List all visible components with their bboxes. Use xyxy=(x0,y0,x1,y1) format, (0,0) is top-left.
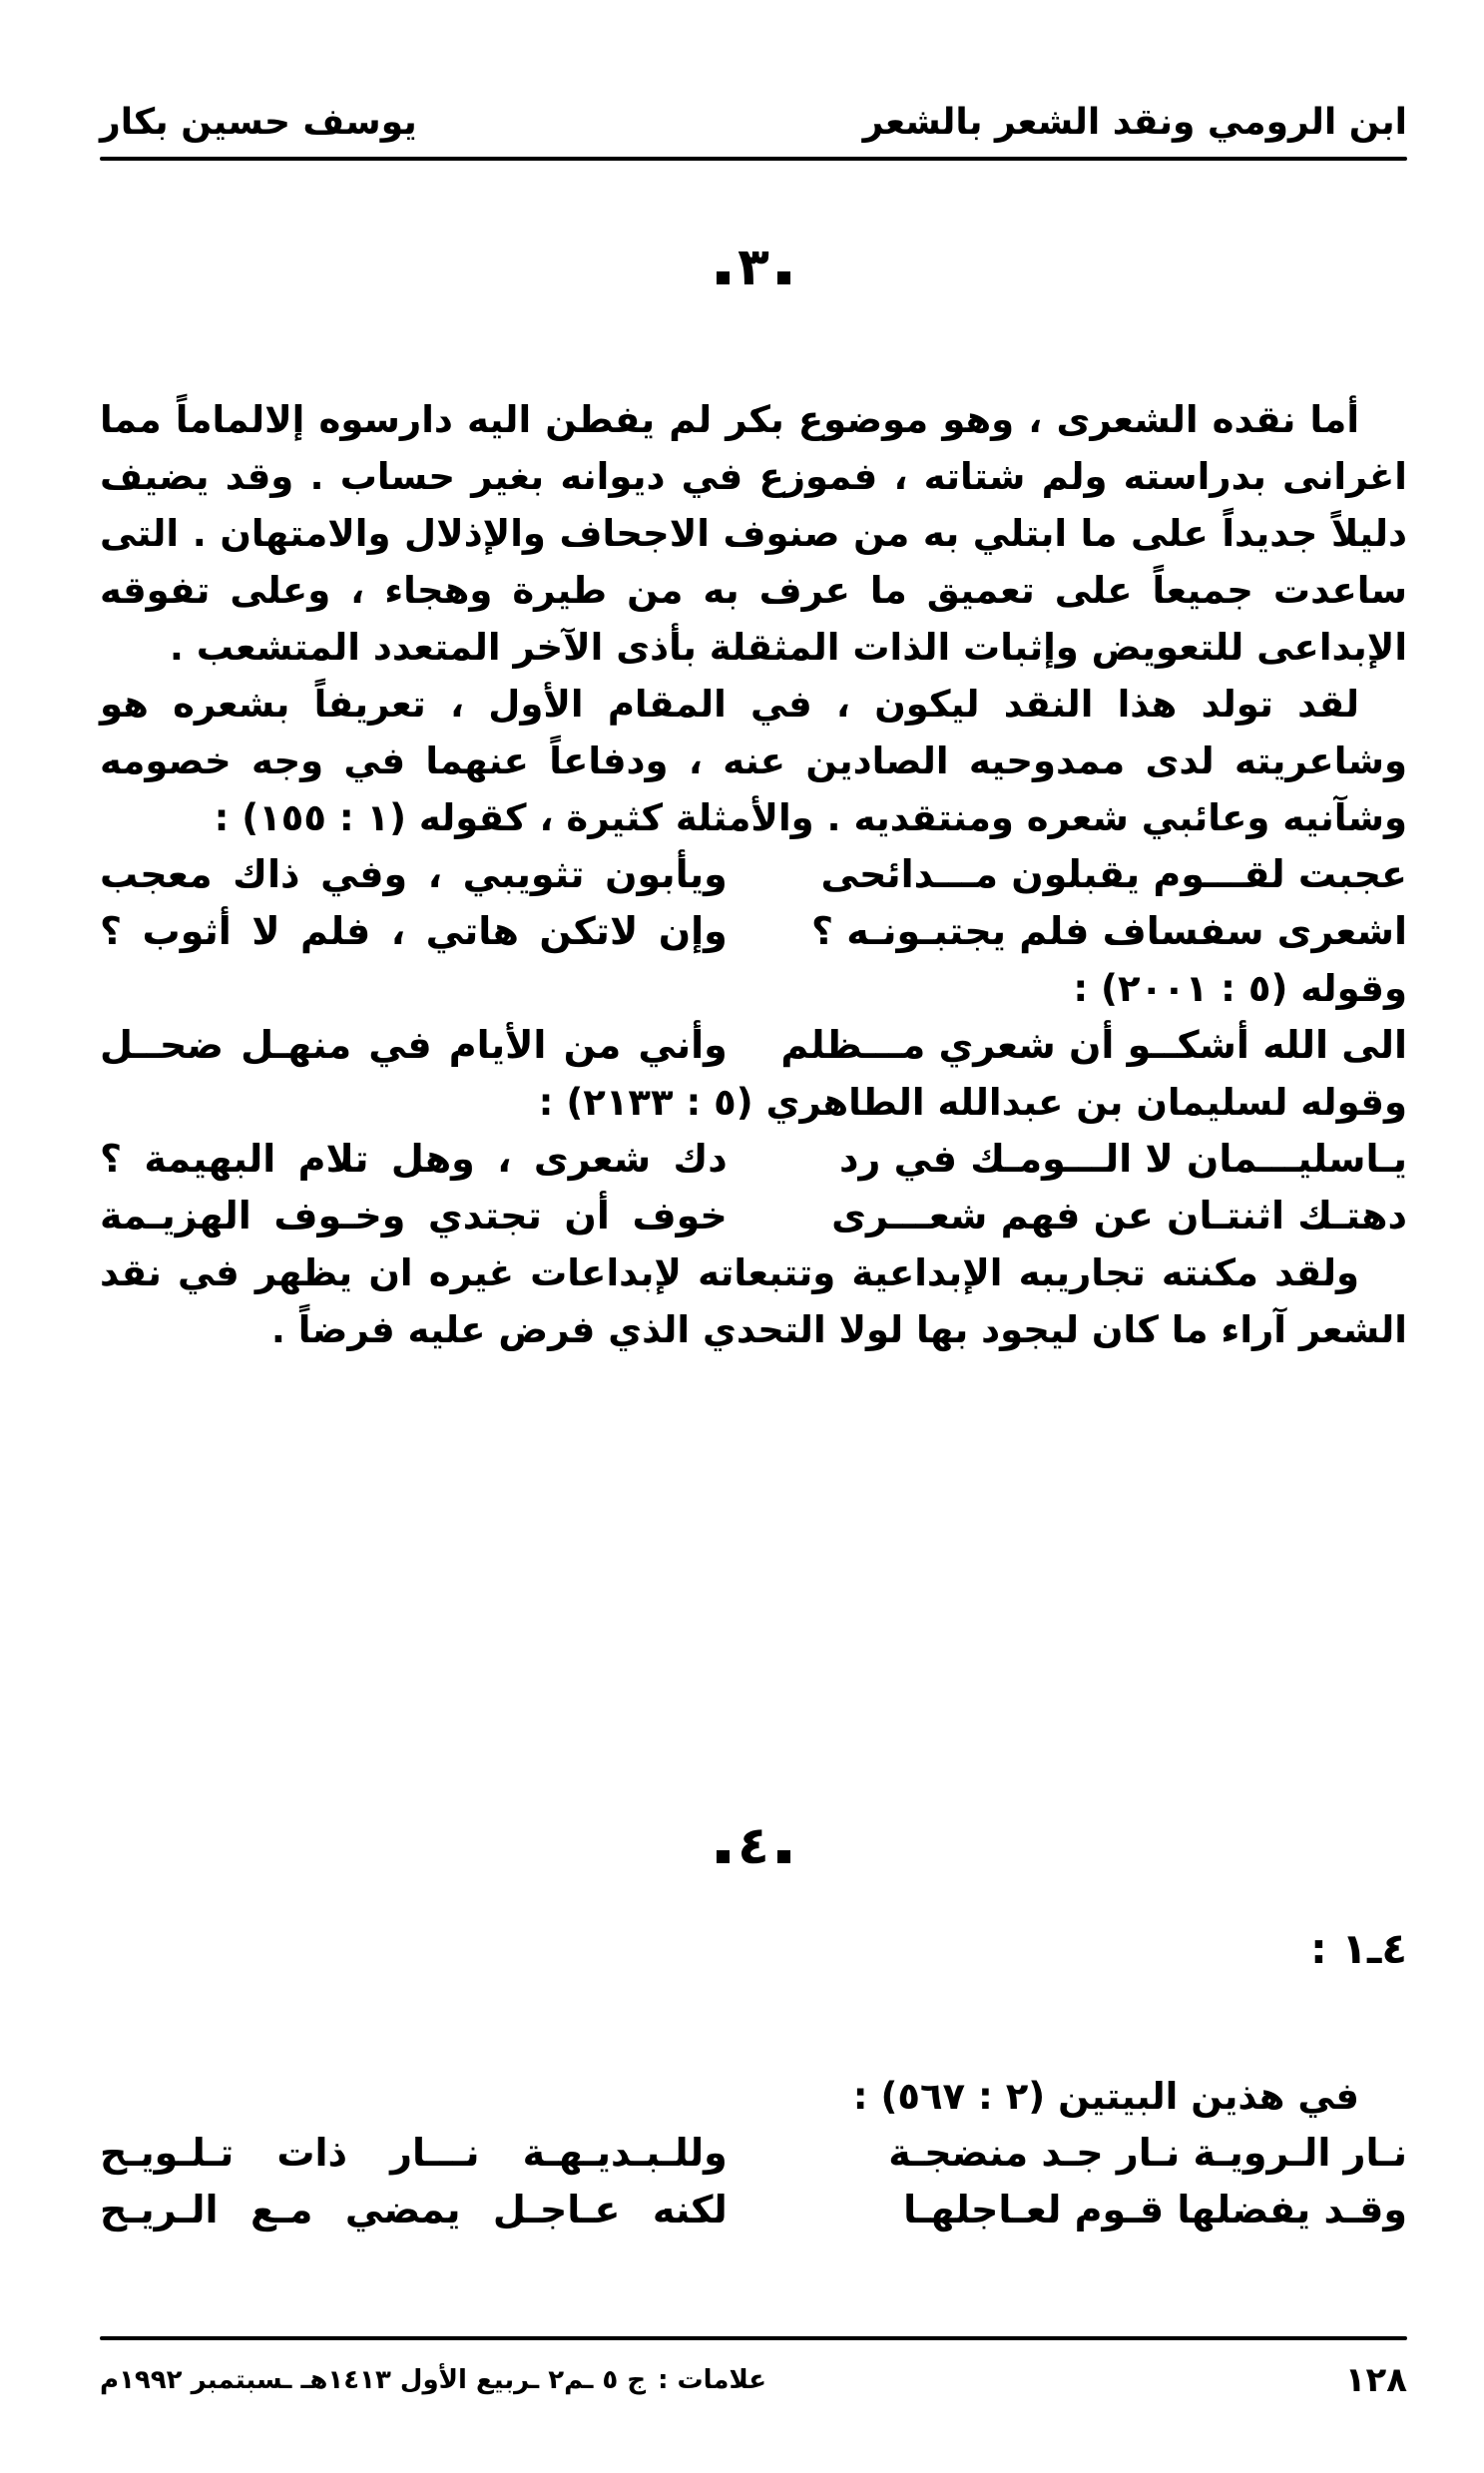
section-4-heading: ٤ xyxy=(100,1816,1407,1876)
square-bullet-icon xyxy=(777,271,790,284)
verse-second-hemistich: لكنه عـاجـل يمضي مـع الـريـح xyxy=(100,2188,728,2231)
verse-intro: في هذين البيتين (٢ : ٥٦٧) : xyxy=(852,2075,1359,2118)
verse-block xyxy=(100,846,1407,960)
section-3-heading: ٣ xyxy=(100,238,1407,297)
verse-intro: وقوله (٥ : ٢٠٠١) : xyxy=(1073,967,1407,1010)
paragraph: أما نقده الشعرى ، وهو موضوع بكر لم يفطن اليه دارسوه إلالماماً مما اغرانى بدراسته ولم شتاته ، فموزع في ديوانه بغير حساب . وقد يضيف دليلاً جديداً على ما ابتلي به من صنوف الاجحاف والإذلال والامتهان . التى ساعدت جميعاً على تعميق ما عرف به من طيرة وهجاء ، وعلى تفوقه الإبداعى للتعويض وإثبات الذات المثقلة بأذى الآخر المتعدد المتشعب . xyxy=(100,398,1407,669)
verse-second-hemistich: وأني من الأيام في منهـل ضحــل xyxy=(100,1023,728,1067)
verse-second-hemistich: وللـبـديـهـة نـــار ذات تـلـويـح xyxy=(100,2131,728,2175)
paragraph: لقد تولد هذا النقد ليكون ، في المقام الأول ، تعريفاً بشعره هو وشاعريته لدى ممدوحيه الصادين عنه ، ودفاعاً عنهما في وجه خصومه وشآنيه وعائبي شعره ومنتقديه . والأمثلة كثيرة ، كقوله (١ : ١٥٥) : xyxy=(100,683,1407,839)
book-title: ابن الرومي ونقد الشعر بالشعر xyxy=(862,101,1407,143)
verse-line xyxy=(100,1017,1407,1074)
journal-label: علامات : xyxy=(658,2365,767,2395)
page-footer xyxy=(100,2355,1407,2405)
section-3-body xyxy=(100,391,1407,1358)
verse-second-hemistich: دك شعرى ، وهل تلام البهيمة ؟ xyxy=(100,1137,728,1181)
journal-issue: ج ٥ ـم٢ ـربيع الأول ١٤١٣هـ ـسبتمبر ١٩٩٢م xyxy=(100,2365,647,2395)
square-bullet-icon xyxy=(777,1850,790,1863)
footer-rule xyxy=(100,2336,1407,2340)
verse-second-hemistich: وإن لاتكن هاتي ، فلم لا أثوب ؟ xyxy=(100,909,728,953)
verse-line xyxy=(100,1188,1407,1244)
verse-second-hemistich: ويأبون تثويبي ، وفي ذاك معجب xyxy=(100,852,728,896)
verse-line xyxy=(100,2125,1407,2182)
paragraph: ولقد مكنته تجاريبه الإبداعية وتتبعاته لإبداعات غيره ان يظهر في نقد الشعر آراء ما كان ليجود بها لولا التحدي الذي فرض عليه فرضاً . xyxy=(100,1251,1407,1351)
verse-first-hemistich: الى الله أشكــو أن شعري مـــظلم xyxy=(780,1023,1407,1067)
header-rule xyxy=(100,157,1407,161)
verse-first-hemistich: عجبت لقـــوم يقبلون مـــدائحى xyxy=(820,852,1407,896)
square-bullet-icon xyxy=(717,271,730,284)
verse-first-hemistich: دهتـك اثنتـان عن فهم شعـــرى xyxy=(831,1194,1407,1237)
author-name: يوسف حسين بكار xyxy=(100,101,417,143)
square-bullet-icon xyxy=(717,1850,730,1863)
verse-line xyxy=(100,2182,1407,2238)
journal-citation xyxy=(100,2365,766,2395)
verse-first-hemistich: يـاسليـــمان لا الـــومـك في رد xyxy=(839,1137,1407,1181)
verse-second-hemistich: خوف أن تجتدي وخـوف الهزيـمة xyxy=(100,1194,728,1237)
verse-line xyxy=(100,846,1407,903)
section-4-body xyxy=(100,2068,1407,2238)
page-number: ١٢٨ xyxy=(1344,2360,1407,2400)
subsection-4-1-heading: ٤ـ١ : xyxy=(1309,1924,1407,1973)
document-page xyxy=(100,0,1407,2473)
verse-intro: وقوله لسليمان بن عبدالله الطاهري (٥ : ٢١٣٣) : xyxy=(538,1081,1407,1124)
verse-line xyxy=(100,903,1407,960)
verse-first-hemistich: نـار الـرويـة نـار جـد منضجـة xyxy=(888,2131,1407,2175)
running-header xyxy=(100,92,1407,152)
verse-line xyxy=(100,1131,1407,1188)
verse-first-hemistich: وقـد يفضلها قـوم لعـاجلهـا xyxy=(903,2188,1407,2231)
verse-first-hemistich: اشعرى سفساف فلم يجتبـونـه ؟ xyxy=(810,909,1407,953)
